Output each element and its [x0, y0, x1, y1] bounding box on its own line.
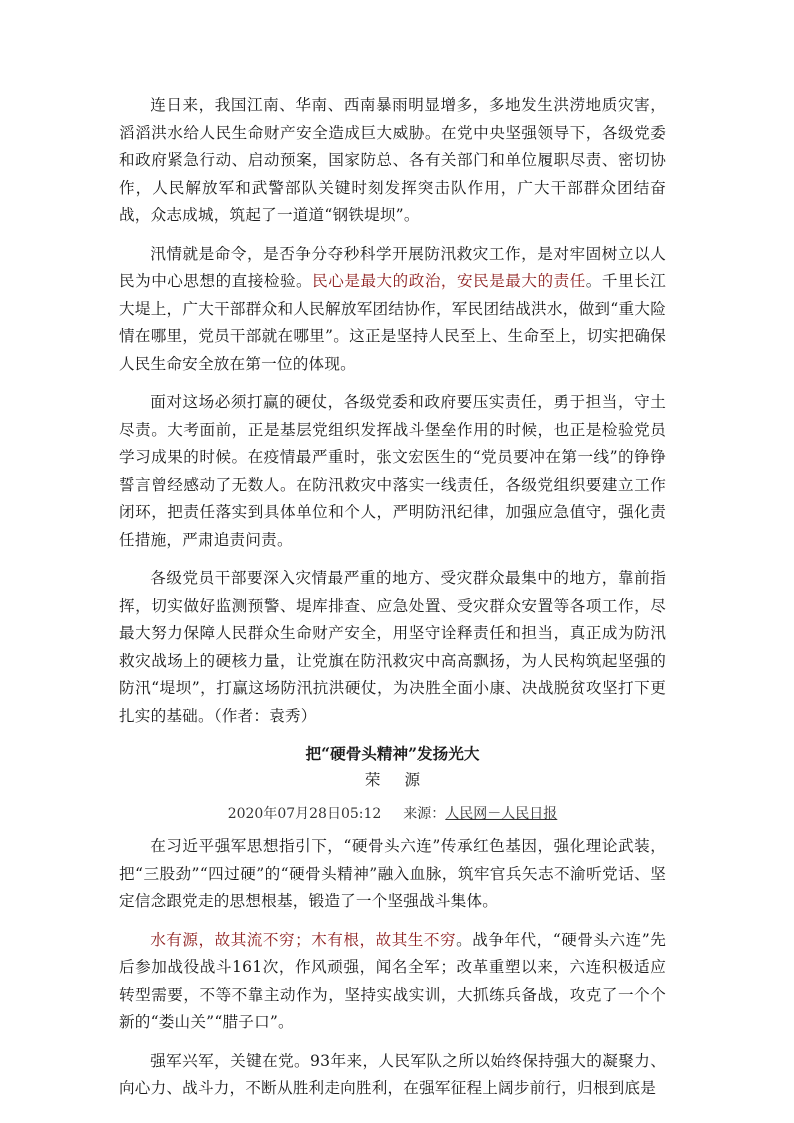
paragraph-text: 。战争年代，“硬骨头六连”先后参加战役战斗161次，作风顽强，闻名全军；改革重塑以来，六连积极适应转型需要，不等不靠主动作为，坚持实战实训，大抓练兵备战，攻克了一个个新的“娄山关”“腊子口”。: [119, 930, 666, 1031]
paragraph-text: 。千里长江大堤上，广大干部群众和人民解放军团结协作，军民团结战洪水，做到“重大险情在哪里，党员干部就在哪里”。这正是坚持人民至上、生命至上，切实把确保人民生命安全放在第一位的体现。: [119, 272, 666, 373]
paragraph: 强军兴军，关键在党。93年来，人民军队之所以始终保持强大的凝聚力、向心力、战斗力，不断从胜利走向胜利，在强军征程上阔步前行，归根到底是: [119, 1051, 666, 1097]
highlighted-quote: 民心是最大的政治，安民是最大的责任: [312, 272, 586, 290]
highlighted-quote: 水有源，故其流不穷；木有根，故其生不穷: [150, 930, 457, 949]
publish-date: 2020年07月28日05:12: [227, 806, 382, 822]
paragraph: 面对这场必须打赢的硬仗，各级党委和政府要压实责任，勇于担当，守土尽责。大考面前，正是基层党组织发挥战斗堡垒作用的时候，也正是检验党员学习成果的时候。在疫情最严重时，张文宏医生的“党员要冲在第一线”的铮铮誓言曾经感动了无数人。在防汛救灾中落实一线责任，各级党组织要建立工作闭环，把责任落实到具体单位和个人，严明防汛纪律，加强应急值守，强化责任措施，严肃追责问责。: [119, 393, 666, 549]
paragraph-text: 汛情就是命令，是否争分夺秒科学开展防汛救灾工作，是对牢固树立以人民为中心思想的直接检验。: [119, 244, 666, 290]
paragraph: 各级党员干部要深入灾情最严重的地方、受灾群众最集中的地方，靠前指挥，切实做好监测预警、堤库排查、应急处置、受灾群众安置等各项工作，尽最大努力保障人民群众生命财产安全，用坚守诠释责任和担当，真正成为防汛救灾战场上的硬核力量，让党旗在防汛救灾中高高飘扬，为人民构筑起坚强的防汛“堤坝”，打赢这场防汛抗洪硬仗，为决胜全面小康、决战脱贫攻坚打下更扎实的基础。（作者：袁秀）: [119, 569, 666, 725]
article-meta: [119, 801, 666, 827]
article-title: 把“硬骨头精神”发扬光大: [305, 744, 480, 763]
source-link[interactable]: 人民网－人民日报: [445, 806, 558, 822]
paragraph: [119, 927, 666, 1037]
paragraph: 连日来，我国江南、华南、西南暴雨明显增多，多地发生洪涝地质灾害，滔滔洪水给人民生命财产安全造成巨大威胁。在党中央坚强领导下，各级党委和政府紧急行动、启动预案，国家防总、各有关部门和单位履职尽责、密切协作，人民解放军和武警部队关键时刻发挥突击队作用，广大干部群众团结奋战，众志成城，筑起了一道道“钢铁堤坝”。: [119, 96, 666, 224]
article-author: [119, 767, 666, 793]
paragraph: 在习近平强军思想指引下，“硬骨头六连”传承红色基因，强化理论武装，把“三股劲”“四过硬”的“硬骨头精神”融入血脉，筑牢官兵矢志不渝听党话、坚定信念跟党走的思想根基，锻造了一个坚强战斗集体。: [119, 837, 666, 910]
author-family: 源: [404, 771, 421, 789]
author-given: 荣: [364, 771, 381, 789]
source-label: 来源：: [403, 806, 446, 822]
paragraph: [119, 241, 666, 379]
